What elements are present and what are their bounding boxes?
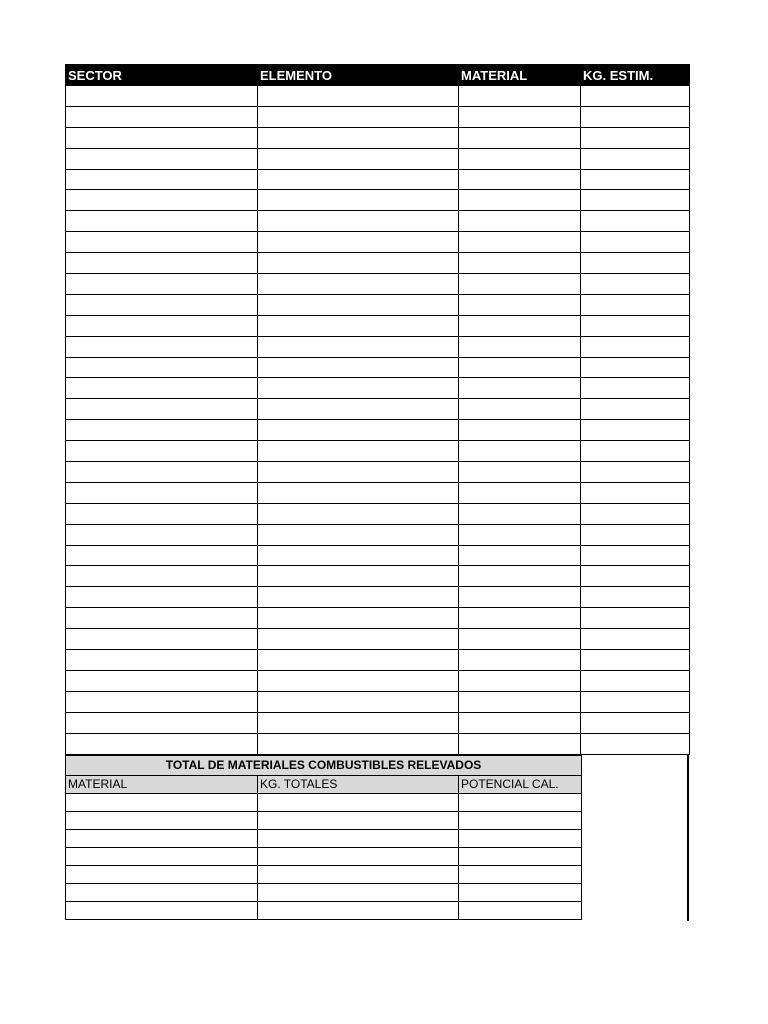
fuel-load-body — [66, 86, 690, 755]
elemento-cell[interactable] — [258, 253, 459, 274]
sector-cell[interactable] — [66, 357, 258, 378]
kg-estim-cell[interactable] — [581, 650, 690, 671]
kg-estim-cell[interactable] — [581, 148, 690, 169]
summary-header-potencial-cal: POTENCIAL CAL. — [459, 775, 582, 793]
material-cell[interactable] — [459, 650, 581, 671]
table-row — [66, 566, 690, 587]
summary-row — [66, 901, 582, 919]
material-cell[interactable] — [459, 169, 581, 190]
kg-estim-cell[interactable] — [581, 670, 690, 691]
elemento-cell[interactable] — [258, 211, 459, 232]
table-row — [66, 608, 690, 629]
material-cell[interactable] — [459, 691, 581, 712]
sector-cell[interactable] — [66, 670, 258, 691]
material-cell[interactable] — [459, 253, 581, 274]
kg-estim-cell[interactable] — [581, 274, 690, 295]
kg-estim-cell[interactable] — [581, 503, 690, 524]
kg-estim-cell[interactable] — [581, 315, 690, 336]
elemento-cell[interactable] — [258, 315, 459, 336]
kg-estim-cell[interactable] — [581, 482, 690, 503]
kg-estim-cell[interactable] — [581, 691, 690, 712]
material-cell[interactable] — [459, 629, 581, 650]
summary-potencial-cal-cell[interactable] — [459, 829, 582, 847]
summary-row — [66, 865, 582, 883]
elemento-cell[interactable] — [258, 106, 459, 127]
table-right-border — [687, 755, 689, 921]
summary-potencial-cal-cell[interactable] — [459, 811, 582, 829]
header-elemento: ELEMENTO — [258, 65, 459, 86]
summary-header-material: MATERIAL — [66, 775, 258, 793]
sector-cell[interactable] — [66, 733, 258, 754]
table-row — [66, 378, 690, 399]
summary-kg-totales-cell[interactable] — [258, 811, 459, 829]
sector-cell[interactable] — [66, 378, 258, 399]
summary-kg-totales-cell[interactable] — [258, 829, 459, 847]
elemento-cell[interactable] — [258, 503, 459, 524]
summary-row — [66, 829, 582, 847]
material-cell[interactable] — [459, 399, 581, 420]
kg-estim-cell[interactable] — [581, 420, 690, 441]
summary-kg-totales-cell[interactable] — [258, 865, 459, 883]
kg-estim-cell[interactable] — [581, 399, 690, 420]
material-cell[interactable] — [459, 441, 581, 462]
summary-material-cell[interactable] — [66, 883, 258, 901]
sector-cell[interactable] — [66, 294, 258, 315]
material-cell[interactable] — [459, 148, 581, 169]
sector-cell[interactable] — [66, 545, 258, 566]
table-row — [66, 106, 690, 127]
table-row — [66, 211, 690, 232]
sector-cell[interactable] — [66, 482, 258, 503]
table-row — [66, 336, 690, 357]
material-cell[interactable] — [459, 315, 581, 336]
elemento-cell[interactable] — [258, 399, 459, 420]
elemento-cell[interactable] — [258, 420, 459, 441]
fuel-load-table — [65, 64, 690, 755]
summary-kg-totales-cell[interactable] — [258, 901, 459, 919]
table-row — [66, 524, 690, 545]
summary-potencial-cal-cell[interactable] — [459, 865, 582, 883]
summary-material-cell[interactable] — [66, 901, 258, 919]
elemento-cell[interactable] — [258, 148, 459, 169]
kg-estim-cell[interactable] — [581, 211, 690, 232]
elemento-cell[interactable] — [258, 169, 459, 190]
material-cell[interactable] — [459, 587, 581, 608]
table-row — [66, 650, 690, 671]
kg-estim-cell[interactable] — [581, 712, 690, 733]
table-row — [66, 253, 690, 274]
sector-cell[interactable] — [66, 608, 258, 629]
spreadsheet-page — [65, 64, 689, 921]
elemento-cell[interactable] — [258, 629, 459, 650]
table-row — [66, 441, 690, 462]
sector-cell[interactable] — [66, 336, 258, 357]
sector-cell[interactable] — [66, 650, 258, 671]
summary-potencial-cal-cell[interactable] — [459, 793, 582, 811]
kg-estim-cell[interactable] — [581, 127, 690, 148]
elemento-cell[interactable] — [258, 670, 459, 691]
summary-title-row — [66, 755, 582, 775]
material-cell[interactable] — [459, 106, 581, 127]
material-cell[interactable] — [459, 274, 581, 295]
header-row — [66, 65, 690, 86]
sector-cell[interactable] — [66, 127, 258, 148]
sector-cell[interactable] — [66, 274, 258, 295]
sector-cell[interactable] — [66, 441, 258, 462]
material-cell[interactable] — [459, 524, 581, 545]
material-cell[interactable] — [459, 608, 581, 629]
summary-material-cell[interactable] — [66, 847, 258, 865]
summary-row — [66, 811, 582, 829]
table-row — [66, 670, 690, 691]
elemento-cell[interactable] — [258, 650, 459, 671]
material-cell[interactable] — [459, 712, 581, 733]
kg-estim-cell[interactable] — [581, 629, 690, 650]
sector-cell[interactable] — [66, 691, 258, 712]
elemento-cell[interactable] — [258, 545, 459, 566]
table-row — [66, 482, 690, 503]
summary-row — [66, 883, 582, 901]
table-row — [66, 712, 690, 733]
summary-kg-totales-cell[interactable] — [258, 793, 459, 811]
summary-kg-totales-cell[interactable] — [258, 883, 459, 901]
elemento-cell[interactable] — [258, 691, 459, 712]
summary-material-cell[interactable] — [66, 793, 258, 811]
sector-cell[interactable] — [66, 106, 258, 127]
lower-section — [65, 755, 689, 921]
elemento-cell[interactable] — [258, 86, 459, 107]
sector-cell[interactable] — [66, 211, 258, 232]
table-row — [66, 315, 690, 336]
summary-header-kg-totales: KG. TOTALES — [258, 775, 459, 793]
kg-estim-cell[interactable] — [581, 106, 690, 127]
elemento-cell[interactable] — [258, 294, 459, 315]
table-row — [66, 86, 690, 107]
sector-cell[interactable] — [66, 524, 258, 545]
header-material: MATERIAL — [459, 65, 581, 86]
material-cell[interactable] — [459, 336, 581, 357]
kg-estim-cell[interactable] — [581, 294, 690, 315]
table-row — [66, 733, 690, 754]
sector-cell[interactable] — [66, 503, 258, 524]
kg-estim-cell[interactable] — [581, 524, 690, 545]
summary-potencial-cal-cell[interactable] — [459, 901, 582, 919]
elemento-cell[interactable] — [258, 608, 459, 629]
sector-cell[interactable] — [66, 587, 258, 608]
table-row — [66, 294, 690, 315]
material-cell[interactable] — [459, 733, 581, 754]
material-cell[interactable] — [459, 232, 581, 253]
kg-estim-cell[interactable] — [581, 441, 690, 462]
material-cell[interactable] — [459, 190, 581, 211]
table-row — [66, 232, 690, 253]
sector-cell[interactable] — [66, 86, 258, 107]
summary-title: TOTAL DE MATERIALES COMBUSTIBLES RELEVADOS — [66, 755, 582, 775]
material-cell[interactable] — [459, 503, 581, 524]
material-cell[interactable] — [459, 127, 581, 148]
kg-estim-cell[interactable] — [581, 545, 690, 566]
summary-potencial-cal-cell[interactable] — [459, 847, 582, 865]
sector-cell[interactable] — [66, 566, 258, 587]
sector-cell[interactable] — [66, 190, 258, 211]
summary-header-row — [66, 775, 582, 793]
table-row — [66, 357, 690, 378]
kg-estim-cell[interactable] — [581, 733, 690, 754]
sector-cell[interactable] — [66, 712, 258, 733]
kg-estim-cell[interactable] — [581, 357, 690, 378]
summary-row — [66, 847, 582, 865]
elemento-cell[interactable] — [258, 712, 459, 733]
sector-cell[interactable] — [66, 148, 258, 169]
table-row — [66, 190, 690, 211]
sector-cell[interactable] — [66, 462, 258, 483]
header-kg-estim: KG. ESTIM. — [581, 65, 690, 86]
elemento-cell[interactable] — [258, 482, 459, 503]
summary-row — [66, 793, 582, 811]
table-row — [66, 169, 690, 190]
kg-estim-cell[interactable] — [581, 169, 690, 190]
kg-estim-cell[interactable] — [581, 378, 690, 399]
elemento-cell[interactable] — [258, 441, 459, 462]
elemento-cell[interactable] — [258, 587, 459, 608]
material-cell[interactable] — [459, 378, 581, 399]
material-cell[interactable] — [459, 670, 581, 691]
summary-material-cell[interactable] — [66, 829, 258, 847]
table-row — [66, 420, 690, 441]
material-cell[interactable] — [459, 294, 581, 315]
elemento-cell[interactable] — [258, 733, 459, 754]
material-cell[interactable] — [459, 566, 581, 587]
material-cell[interactable] — [459, 482, 581, 503]
summary-kg-totales-cell[interactable] — [258, 847, 459, 865]
table-row — [66, 148, 690, 169]
summary-body — [66, 793, 582, 919]
material-cell[interactable] — [459, 462, 581, 483]
table-row — [66, 503, 690, 524]
summary-potencial-cal-cell[interactable] — [459, 883, 582, 901]
summary-table — [65, 755, 582, 920]
header-sector: SECTOR — [66, 65, 258, 86]
kg-estim-cell[interactable] — [581, 232, 690, 253]
kg-estim-cell[interactable] — [581, 608, 690, 629]
kg-estim-cell[interactable] — [581, 462, 690, 483]
kg-estim-cell[interactable] — [581, 587, 690, 608]
kg-estim-cell[interactable] — [581, 253, 690, 274]
summary-material-cell[interactable] — [66, 865, 258, 883]
table-row — [66, 274, 690, 295]
table-row — [66, 629, 690, 650]
sector-cell[interactable] — [66, 629, 258, 650]
table-row — [66, 691, 690, 712]
elemento-cell[interactable] — [258, 336, 459, 357]
material-cell[interactable] — [459, 545, 581, 566]
table-row — [66, 127, 690, 148]
elemento-cell[interactable] — [258, 274, 459, 295]
elemento-cell[interactable] — [258, 378, 459, 399]
kg-estim-cell[interactable] — [581, 190, 690, 211]
table-row — [66, 545, 690, 566]
sector-cell[interactable] — [66, 253, 258, 274]
table-row — [66, 399, 690, 420]
elemento-cell[interactable] — [258, 232, 459, 253]
material-cell[interactable] — [459, 211, 581, 232]
table-row — [66, 587, 690, 608]
sector-cell[interactable] — [66, 315, 258, 336]
elemento-cell[interactable] — [258, 127, 459, 148]
kg-estim-cell[interactable] — [581, 566, 690, 587]
material-cell[interactable] — [459, 357, 581, 378]
kg-estim-cell[interactable] — [581, 86, 690, 107]
material-cell[interactable] — [459, 86, 581, 107]
kg-estim-cell[interactable] — [581, 336, 690, 357]
elemento-cell[interactable] — [258, 357, 459, 378]
elemento-cell[interactable] — [258, 524, 459, 545]
sector-cell[interactable] — [66, 169, 258, 190]
material-cell[interactable] — [459, 420, 581, 441]
elemento-cell[interactable] — [258, 190, 459, 211]
elemento-cell[interactable] — [258, 566, 459, 587]
sector-cell[interactable] — [66, 232, 258, 253]
table-row — [66, 462, 690, 483]
summary-material-cell[interactable] — [66, 811, 258, 829]
sector-cell[interactable] — [66, 399, 258, 420]
elemento-cell[interactable] — [258, 462, 459, 483]
sector-cell[interactable] — [66, 420, 258, 441]
